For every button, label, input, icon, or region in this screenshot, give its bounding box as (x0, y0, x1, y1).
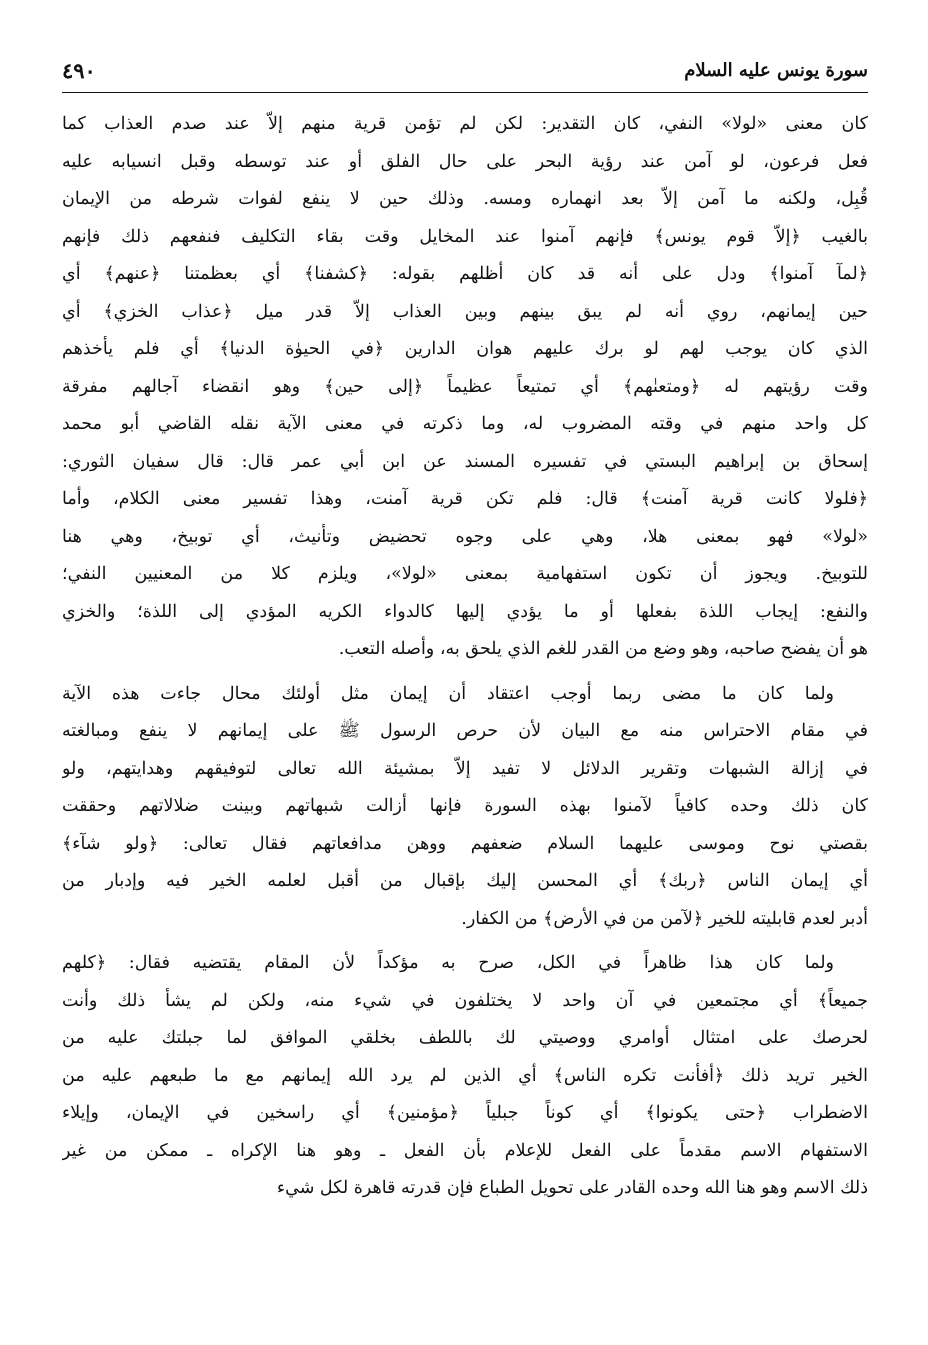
text-line: «لولا» فهو بمعنى هلا، وهي على وجوه تحضيض وتأنيث، أي توبيخ، وهي هنا (62, 526, 868, 547)
text-line: حين إيمانهم، روي أنه لم يبق بينهم وبين العذاب إلاّ قدر ميل ﴿عذاب الخزي﴾ أي (62, 301, 868, 322)
text-line: للتوبيخ. ويجوز أن تكون استفهامية بمعنى «لولا»، ويلزم كلا من المعنيين النفي؛ (62, 564, 868, 584)
text-line: بقصتي نوح وموسى عليهما السلام ضعفهم ووهن مدافعاتهم فقال تعالى: ﴿ولو شآء﴾ (62, 833, 868, 854)
paragraph-gap (62, 669, 868, 676)
text-line: أي إيمان الناس ﴿ربك﴾ أي المحسن إليك بإقبال من أقبل لعلمه الخير فيه وإدبار من (62, 871, 868, 891)
text-line: إسحاق بن إبراهيم البستي في تفسيره المسند عن ابن أبي عمر قال: قال سفيان الثوري: (62, 451, 868, 472)
text-line: ولما كان هذا ظاهراً في الكل، صرح به مؤكداً لأن المقام يقتضيه فقال: ﴿كلهم (62, 953, 834, 973)
text-line: وقت رؤيتهم له ﴿ومتعنٰهم﴾ أي تمتيعاً عظيماً ﴿إلى حين﴾ وهو انقضاء آجالهم مفرقة (62, 376, 868, 397)
text-line: كان ذلك وحده كافياً لآمنوا بهذه السورة فإنها أزالت شبهاتهم وبينت ضلالاتهم وحققت (62, 796, 868, 816)
paragraph (62, 106, 868, 669)
text-line: أدبر لعدم قابليته للخير ﴿لآمن من في الأرض﴾ من الكفار. (461, 908, 868, 929)
text-line: ذلك الاسم وهو هنا الله وحده القادر على تحويل الطباع فإن قدرته قاهرة لكل شيء (276, 1178, 868, 1198)
text-line: ﴿فلولا كانت قرية آمنت﴾ قال: فلم تكن قرية آمنت، وهذا تفسير معنى الكلام، وأما (62, 489, 868, 509)
text-line: قُبِل، ولكنه ما آمن إلاّ بعد انهماره ومسه. وذلك حين لا ينفع لفوات شرطه من الإيمان (62, 189, 868, 209)
text-line: والنفع: إيجاب اللذة بفعلها أو ما يؤدي إليها كالدواء الكريه المؤدي إلى اللذة؛ والخزي (62, 601, 868, 622)
text-line: في إزالة الشبهات وتقرير الدلائل لا تفيد إلاّ بمشيئة الله تعالى لتوفيقهم وهدايتهم، ولو (62, 758, 868, 779)
text-line: كان معنى «لولا» النفي، كان التقدير: لكن لم تؤمن قرية منهم إلاّ عند صدم العذاب كما (62, 114, 868, 134)
paragraph (62, 676, 868, 939)
text-line: كل واحد منهم في وقته المضروب له، وما ذكرته في معنى الآية نقله القاضي أبو محمد (62, 414, 868, 434)
text-line: الخير تريد ذلك ﴿أفأنت تكره الناس﴾ أي الذين لم يرد الله إيمانهم مع ما طبعهم عليه من (62, 1065, 868, 1086)
text-line: هو أن يفضح صاحبه، وهو وضع من القدر للغم الذي يلحق به، وأصله التعب. (338, 639, 868, 659)
text-line: في مقام الاحتراس منه مع البيان لأن حرص الرسول ﷺ على إيمانهم لا ينفع ومبالغته (62, 721, 868, 741)
page-header (62, 58, 868, 93)
text-line: الاستفهام الاسم مقدماً على الفعل للإعلام بأن الفعل ـ وهو هنا الإكراه ـ ممكن من غير (62, 1140, 868, 1161)
paragraph (62, 945, 868, 1208)
running-title: سورة يونس عليه السلام (684, 60, 868, 81)
text-line: الذي كان يوجب لهم لو برك عليهم هوان الدارين ﴿في الحيوٰة الدنيا﴾ أي فلم يأخذهم (62, 339, 868, 359)
text-line: فعل فرعون، لو آمن عند رؤية البحر على حال الفلق أو عند توسطه وقبل انسيابه عليه (62, 151, 868, 172)
paragraph-gap (62, 938, 868, 945)
text-line: بالغيب ﴿إلاّ قوم يونس﴾ فإنهم آمنوا عند المخايل وقت بقاء التكليف فنفعهم ذلك فإنهم (62, 226, 868, 247)
text-line: ولما كان ما مضى ربما أوجب اعتقاد أن إيمان مثل أولئك محال جاءت هذه الآية (62, 683, 834, 704)
text-line: جميعاً﴾ أي مجتمعين في آن واحد لا يختلفون في شيء منه، ولكن لم يشأ ذلك وأنت (62, 990, 868, 1011)
page-body (62, 106, 868, 1208)
page-number: ٤٩٠ (62, 58, 96, 83)
text-line: الاضطراب ﴿حتى يكونوا﴾ أي كوناً جبلياً ﴿مؤمنين﴾ أي راسخين في الإيمان، وإيلاء (62, 1103, 868, 1123)
text-line: ﴿لمآ آمنوا﴾ ودل على أنه قد كان أظلهم بقوله: ﴿كشفنا﴾ أي بعظمتنا ﴿عنهم﴾ أي (62, 264, 868, 284)
text-line: لحرصك على امتثال أوامري ووصيتي لك باللطف بخلقي الموافق لما جبلتك عليه من (62, 1028, 868, 1048)
